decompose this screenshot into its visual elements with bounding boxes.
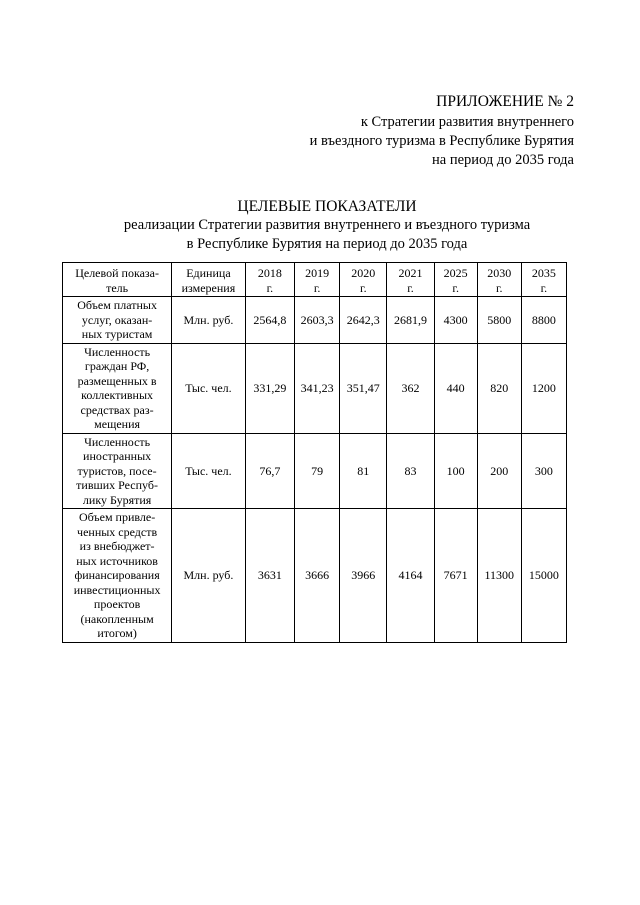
document-subtitle: реализации Стратегии развития внутреннего и въездного туризма bbox=[123, 217, 531, 233]
value-cell: 2681,9 bbox=[387, 297, 434, 344]
value-cell: 2564,8 bbox=[245, 297, 294, 344]
column-header: 2025 г. bbox=[434, 263, 477, 297]
value-cell: 81 bbox=[340, 433, 387, 509]
value-cell: 2642,3 bbox=[340, 297, 387, 344]
table-row bbox=[63, 343, 567, 433]
appendix-line: и въездного туризма в Республике Бурятия bbox=[309, 133, 574, 149]
column-header: 2019 г. bbox=[295, 263, 340, 297]
value-cell: 300 bbox=[521, 433, 566, 509]
value-cell: 341,23 bbox=[295, 343, 340, 433]
value-cell: 351,47 bbox=[340, 343, 387, 433]
indicator-cell: Объем платных услуг, оказан- ных туристам bbox=[63, 297, 172, 344]
value-cell: 200 bbox=[477, 433, 521, 509]
value-cell: 7671 bbox=[434, 509, 477, 643]
appendix-line: к Стратегии развития внутреннего bbox=[360, 114, 574, 130]
table-row bbox=[63, 509, 567, 643]
value-cell: 76,7 bbox=[245, 433, 294, 509]
unit-cell: Млн. руб. bbox=[172, 297, 246, 344]
value-cell: 83 bbox=[387, 433, 434, 509]
table-row bbox=[63, 297, 567, 344]
indicator-cell: Объем привле- ченных средств из внебюджет- ных источников финансирования инвестиционных проектов (накопленным итогом) bbox=[63, 509, 172, 643]
value-cell: 362 bbox=[387, 343, 434, 433]
table-header-row bbox=[63, 263, 567, 297]
value-cell: 2603,3 bbox=[295, 297, 340, 344]
value-cell: 440 bbox=[434, 343, 477, 433]
column-header: Единица измерения bbox=[172, 263, 246, 297]
value-cell: 3666 bbox=[295, 509, 340, 643]
unit-cell: Тыс. чел. bbox=[172, 433, 246, 509]
value-cell: 8800 bbox=[521, 297, 566, 344]
value-cell: 4164 bbox=[387, 509, 434, 643]
column-header: 2018 г. bbox=[245, 263, 294, 297]
column-header: 2021 г. bbox=[387, 263, 434, 297]
unit-cell: Тыс. чел. bbox=[172, 343, 246, 433]
value-cell: 100 bbox=[434, 433, 477, 509]
value-cell: 1200 bbox=[521, 343, 566, 433]
document-heading bbox=[0, 197, 640, 254]
indicators-table bbox=[62, 262, 567, 643]
appendix-title: ПРИЛОЖЕНИЕ № 2 bbox=[436, 93, 574, 110]
appendix-header bbox=[310, 92, 574, 170]
document-subtitle: в Республике Бурятия на период до 2035 года bbox=[186, 236, 468, 252]
column-header: 2030 г. bbox=[477, 263, 521, 297]
column-header: Целевой показа- тель bbox=[63, 263, 172, 297]
document-title: ЦЕЛЕВЫЕ ПОКАЗАТЕЛИ bbox=[237, 198, 417, 215]
value-cell: 3631 bbox=[245, 509, 294, 643]
column-header: 2035 г. bbox=[521, 263, 566, 297]
value-cell: 15000 bbox=[521, 509, 566, 643]
column-header: 2020 г. bbox=[340, 263, 387, 297]
appendix-line: на период до 2035 года bbox=[432, 152, 574, 168]
indicator-cell: Численность граждан РФ, размещенных в коллективных средствах раз- мещения bbox=[63, 343, 172, 433]
value-cell: 79 bbox=[295, 433, 340, 509]
table-row bbox=[63, 433, 567, 509]
value-cell: 3966 bbox=[340, 509, 387, 643]
value-cell: 11300 bbox=[477, 509, 521, 643]
value-cell: 820 bbox=[477, 343, 521, 433]
value-cell: 4300 bbox=[434, 297, 477, 344]
indicator-cell: Численность иностранных туристов, посе- тивших Респуб- лику Бурятия bbox=[63, 433, 172, 509]
value-cell: 5800 bbox=[477, 297, 521, 344]
value-cell: 331,29 bbox=[245, 343, 294, 433]
unit-cell: Млн. руб. bbox=[172, 509, 246, 643]
